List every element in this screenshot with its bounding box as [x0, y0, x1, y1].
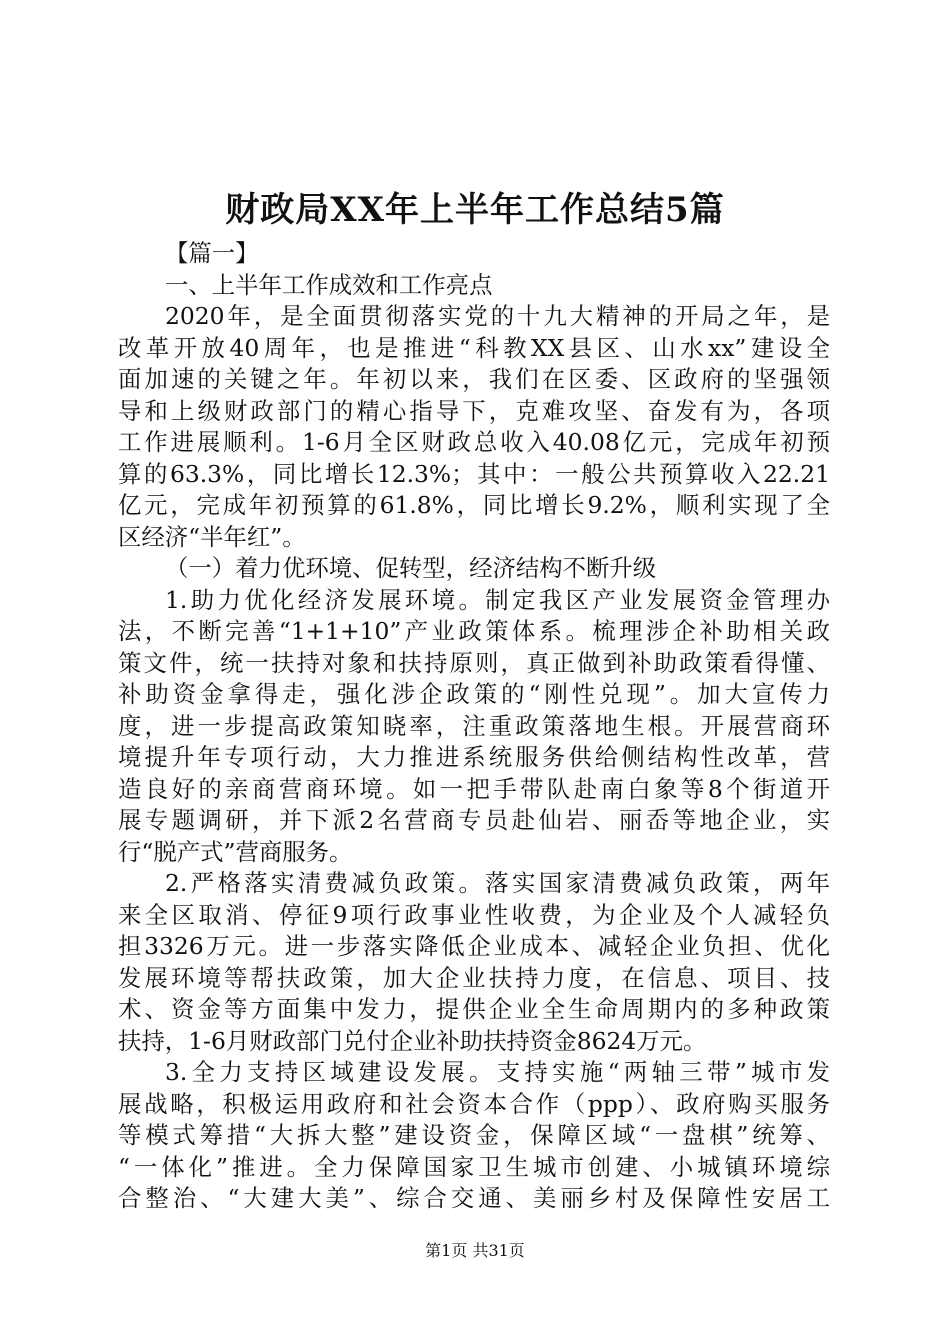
- text-line: 一、上半年工作成效和工作亮点: [165, 270, 493, 299]
- text-line: 亿元，完成年初预算的61.8%，同比增长9.2%，顺利实现了全: [118, 491, 830, 519]
- text-line: 来全区取消、停征9项行政事业性收费，为企业及个人减轻负: [118, 900, 830, 929]
- text-line: 2.严格落实清费减负政策。落实国家清费减负政策，两年: [165, 869, 830, 897]
- text-line: 【篇一】: [165, 239, 259, 267]
- text-line: （一）着力优环境、促转型，经济结构不断升级: [165, 554, 657, 582]
- text-line: 扶持，1-6月财政部门兑付企业补助扶持资金8624万元。: [118, 1026, 707, 1055]
- text-line: 造良好的亲商营商环境。如一把手带队赴南白象等8个街道开: [118, 774, 830, 803]
- text-line: 导和上级财政部门的精心指导下，克难攻坚、奋发有为，各项: [118, 396, 830, 425]
- text-line: 2020年，是全面贯彻落实党的十九大精神的开局之年，是: [165, 302, 830, 330]
- text-line: 发展环境等帮扶政策，加大企业扶持力度，在信息、项目、技: [118, 963, 830, 992]
- text-line: 策文件，统一扶持对象和扶持原则，真正做到补助政策看得懂、: [118, 648, 830, 677]
- page-footer: 第1页 共31页: [425, 1241, 525, 1260]
- page-title: 财政局XX年上半年工作总结5篇: [225, 190, 725, 230]
- text-line: 境提升年专项行动，大力推进系统服务供给侧结构性改革，营: [118, 743, 830, 771]
- text-line: “一体化”推进。全力保障国家卫生城市创建、小城镇环境综: [118, 1152, 830, 1181]
- text-line: 改革开放40周年，也是推进“科教XX县区、山水xx”建设全: [118, 333, 830, 362]
- text-line: 法，不断完善“1+1+10”产业政策体系。梳理涉企补助相关政: [118, 617, 830, 645]
- text-line: 展专题调研，并下派2名营商专员赴仙岩、丽岙等地企业，实: [118, 806, 830, 834]
- text-line: 度，进一步提高政策知晓率，注重政策落地生根。开展营商环: [118, 711, 830, 740]
- document-body: [118, 238, 830, 1215]
- text-line: 行“脱产式”营商服务。: [118, 837, 353, 866]
- text-line: 等模式筹措“大拆大整”建设资金，保障区域“一盘棋”统筹、: [118, 1121, 830, 1149]
- text-line: 补助资金拿得走，强化涉企政策的“刚性兑现”。加大宣传力: [118, 680, 830, 708]
- text-line: 面加速的关键之年。年初以来，我们在区委、区政府的坚强领: [118, 365, 830, 393]
- text-line: 合整治、“大建大美”、综合交通、美丽乡村及保障性安居工: [118, 1184, 830, 1212]
- text-line: 区经济“半年红”。: [118, 522, 306, 551]
- text-line: 1.助力优化经济发展环境。制定我区产业发展资金管理办: [165, 585, 830, 614]
- text-line: 担3326万元。进一步落实降低企业成本、减轻企业负担、优化: [118, 932, 830, 960]
- text-line: 工作进展顺利。1-6月全区财政总收入40.08亿元，完成年初预: [118, 428, 830, 456]
- text-line: 算的63.3%，同比增长12.3%；其中：一般公共预算收入22.21: [118, 459, 830, 488]
- text-line: 3.全力支持区域建设发展。支持实施“两轴三带”城市发: [165, 1058, 830, 1086]
- text-line: 术、资金等方面集中发力，提供企业全生命周期内的多种政策: [118, 995, 830, 1023]
- text-line: 展战略，积极运用政府和社会资本合作（ppp）、政府购买服务: [118, 1089, 830, 1118]
